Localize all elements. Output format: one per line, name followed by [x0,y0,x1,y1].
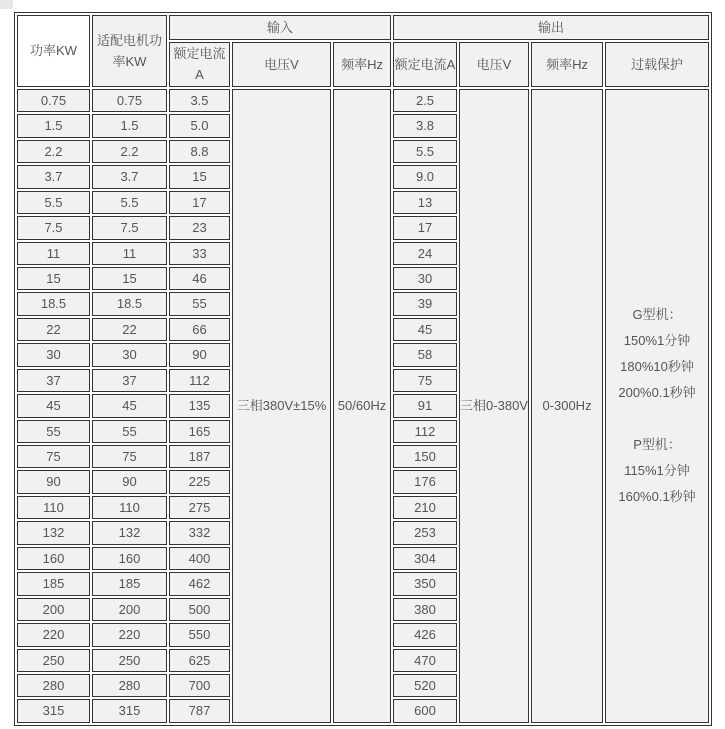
cell-motor-power: 18.5 [92,292,167,315]
cell-power: 30 [17,343,90,366]
cell-motor-power: 110 [92,496,167,519]
header-group-row [17,15,709,40]
cell-output-current: 91 [393,394,457,417]
cell-input-current: 66 [169,318,230,341]
overload-line: 180%10秒钟 [620,358,694,374]
cell-output-current: 112 [393,420,457,443]
cell-power: 132 [17,521,90,544]
col-header-input-frequency: 频率Hz [333,42,391,87]
cell-input-current: 90 [169,343,230,366]
cell-power: 315 [17,699,90,722]
overload-line [606,406,708,432]
col-header-motor-power: 适配电机功率KW [92,15,167,87]
cell-motor-power: 30 [92,343,167,366]
cell-motor-power: 22 [92,318,167,341]
cell-motor-power: 200 [92,598,167,621]
cell-power: 18.5 [17,292,90,315]
overload-line: P型机： [633,436,681,452]
cell-output-current: 380 [393,598,457,621]
cell-input-current: 225 [169,470,230,493]
cell-output-current: 2.5 [393,89,457,112]
cell-input-frequency: 50/60Hz [333,89,391,723]
cell-power: 2.2 [17,140,90,163]
cell-output-current: 75 [393,369,457,392]
cell-output-current: 13 [393,191,457,214]
cell-output-current: 426 [393,623,457,646]
col-header-output-rated-current: 额定电流A [393,42,457,87]
cell-input-current: 33 [169,242,230,265]
page-corner-artifact [0,0,13,9]
spec-table [14,12,712,726]
col-header-input-rated-current: 额定电流A [169,42,230,87]
cell-input-current: 23 [169,216,230,239]
table-body [17,89,709,723]
cell-output-current: 350 [393,572,457,595]
cell-power: 11 [17,242,90,265]
cell-input-current: 5.0 [169,114,230,137]
cell-power: 1.5 [17,114,90,137]
cell-input-current: 165 [169,420,230,443]
cell-motor-power: 75 [92,445,167,468]
cell-output-current: 3.8 [393,114,457,137]
cell-power: 200 [17,598,90,621]
cell-motor-power: 7.5 [92,216,167,239]
cell-output-current: 176 [393,470,457,493]
overload-line: 115%1分钟 [624,462,690,478]
col-header-output-frequency: 频率Hz [531,42,603,87]
cell-output-current: 5.5 [393,140,457,163]
cell-input-current: 500 [169,598,230,621]
cell-power: 110 [17,496,90,519]
cell-output-current: 470 [393,649,457,672]
cell-motor-power: 90 [92,470,167,493]
cell-motor-power: 0.75 [92,89,167,112]
col-header-input-voltage: 电压V [232,42,331,87]
cell-output-current: 58 [393,343,457,366]
cell-motor-power: 2.2 [92,140,167,163]
cell-motor-power: 37 [92,369,167,392]
cell-power: 185 [17,572,90,595]
cell-motor-power: 1.5 [92,114,167,137]
cell-motor-power: 220 [92,623,167,646]
cell-output-current: 253 [393,521,457,544]
cell-input-current: 112 [169,369,230,392]
cell-power: 37 [17,369,90,392]
cell-power: 160 [17,547,90,570]
cell-input-current: 625 [169,649,230,672]
cell-output-voltage: 三相0-380V [459,89,529,723]
cell-input-current: 400 [169,547,230,570]
cell-power: 280 [17,674,90,697]
cell-motor-power: 185 [92,572,167,595]
cell-overload-protection [605,89,709,723]
col-header-power: 功率KW [17,15,90,87]
table-row [17,89,709,112]
cell-power: 250 [17,649,90,672]
cell-output-current: 304 [393,547,457,570]
cell-power: 90 [17,470,90,493]
cell-output-current: 9.0 [393,165,457,188]
cell-input-voltage: 三相380V±15% [232,89,331,723]
group-header-input: 输入 [169,15,391,40]
cell-output-current: 210 [393,496,457,519]
cell-motor-power: 45 [92,394,167,417]
cell-power: 220 [17,623,90,646]
cell-output-current: 150 [393,445,457,468]
cell-motor-power: 3.7 [92,165,167,188]
cell-power: 3.7 [17,165,90,188]
cell-input-current: 332 [169,521,230,544]
cell-input-current: 275 [169,496,230,519]
cell-input-current: 187 [169,445,230,468]
cell-output-current: 30 [393,267,457,290]
cell-power: 75 [17,445,90,468]
cell-input-current: 15 [169,165,230,188]
cell-power: 7.5 [17,216,90,239]
cell-input-current: 3.5 [169,89,230,112]
cell-output-frequency: 0-300Hz [531,89,603,723]
cell-power: 45 [17,394,90,417]
cell-input-current: 55 [169,292,230,315]
col-header-output-voltage: 电压V [459,42,529,87]
cell-output-current: 24 [393,242,457,265]
overload-line: 200%0.1秒钟 [618,384,696,400]
cell-power: 5.5 [17,191,90,214]
cell-power: 55 [17,420,90,443]
group-header-output: 输出 [393,15,709,40]
cell-input-current: 462 [169,572,230,595]
overload-line: 160%0.1秒钟 [618,488,696,504]
cell-motor-power: 280 [92,674,167,697]
cell-motor-power: 315 [92,699,167,722]
cell-output-current: 17 [393,216,457,239]
cell-power: 0.75 [17,89,90,112]
cell-power: 22 [17,318,90,341]
cell-input-current: 135 [169,394,230,417]
cell-input-current: 17 [169,191,230,214]
cell-input-current: 700 [169,674,230,697]
cell-motor-power: 160 [92,547,167,570]
cell-output-current: 600 [393,699,457,722]
cell-input-current: 787 [169,699,230,722]
overload-line: 150%1分钟 [623,332,691,348]
cell-motor-power: 5.5 [92,191,167,214]
cell-motor-power: 55 [92,420,167,443]
col-header-overload-protection: 过载保护 [605,42,709,87]
table-head [17,15,709,87]
cell-motor-power: 15 [92,267,167,290]
cell-motor-power: 250 [92,649,167,672]
cell-input-current: 46 [169,267,230,290]
cell-input-current: 550 [169,623,230,646]
cell-motor-power: 132 [92,521,167,544]
cell-output-current: 45 [393,318,457,341]
cell-output-current: 39 [393,292,457,315]
overload-line: G型机： [632,306,682,322]
cell-input-current: 8.8 [169,140,230,163]
cell-power: 15 [17,267,90,290]
cell-motor-power: 11 [92,242,167,265]
cell-output-current: 520 [393,674,457,697]
